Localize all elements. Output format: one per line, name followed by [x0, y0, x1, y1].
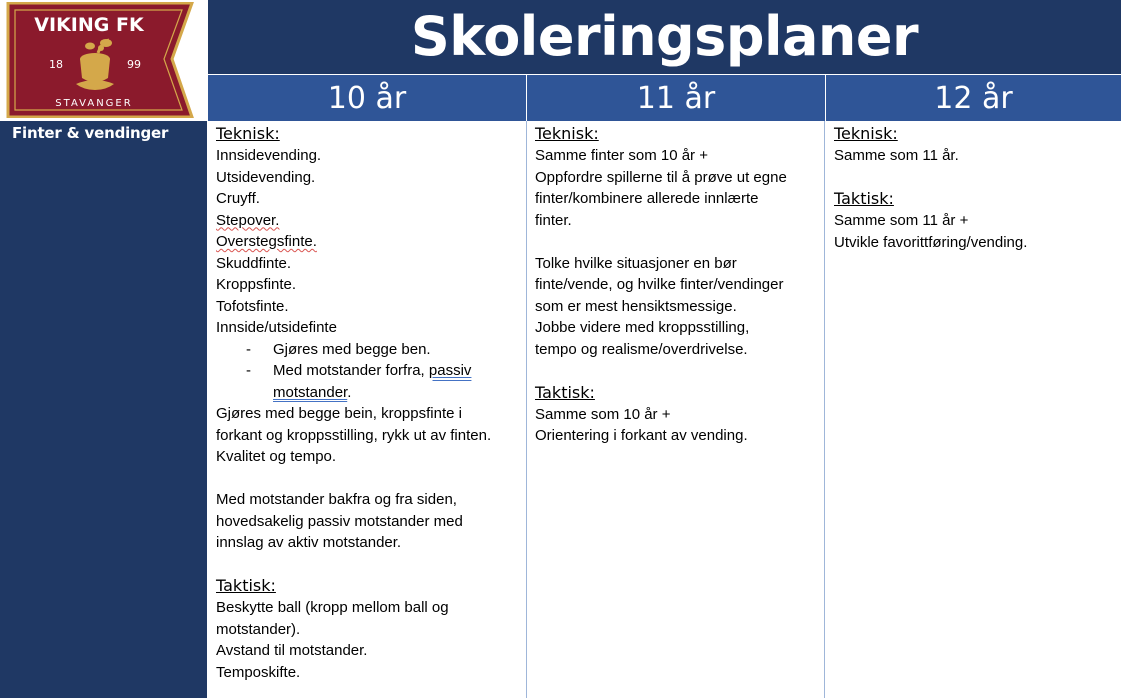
page-title: Skoleringsplaner [410, 5, 919, 68]
list-item: forkant og kroppsstilling, rykk ut av finten. [216, 426, 492, 444]
teknisk-heading: Teknisk: [216, 124, 280, 143]
list-item: Kvalitet og tempo. [216, 448, 337, 465]
grammar-marked-word: motstander [273, 383, 348, 401]
list-item: Samme som 11 år. [834, 147, 959, 164]
list-item: finter/kombinere allerede innlærte [535, 190, 759, 207]
taktisk-heading: Taktisk: [834, 189, 894, 208]
sub-list-item [216, 339, 526, 361]
list-item: finte/vende, og hvilke finter/vendinger [535, 276, 784, 293]
sub-list-item [216, 360, 526, 403]
list-item: Jobbe videre med kroppsstilling, [535, 319, 750, 336]
list-item: Tolke hvilke situasjoner en bør [535, 254, 737, 272]
logo-year-left: 18 [49, 58, 63, 71]
logo-city: STAVANGER [55, 98, 133, 109]
list-item: Gjøres med begge bein, kroppsfinte i [216, 405, 462, 422]
sub-item-text-part: Med motstander forfra, [273, 362, 429, 379]
list-item: Med motstander bakfra og fra siden, [216, 491, 457, 508]
list-item: Samme som 11 år + [834, 212, 969, 229]
column-12-ar [826, 121, 1121, 698]
list-item [216, 210, 526, 232]
list-item: Skuddfinte. [216, 254, 292, 272]
blank-line [535, 231, 824, 253]
year-header-12: 12 år [826, 75, 1121, 121]
year-header-11: 11 år [527, 75, 825, 121]
list-item: Temposkifte. [216, 663, 301, 681]
viking-fk-crest-icon [6, 2, 194, 118]
spellcheck-word: Stepover. [216, 211, 280, 229]
grammar-marked-word: passiv [428, 362, 472, 379]
list-item: tempo og realisme/overdrivelse. [535, 340, 748, 358]
sub-item-text-part: . [347, 383, 352, 401]
list-item: Oppfordre spillerne til å prøve ut egne [535, 168, 787, 186]
logo-year-right: 99 [127, 58, 141, 71]
dash-bullet: - [246, 362, 251, 379]
column-11-ar [527, 121, 824, 698]
teknisk-heading: Teknisk: [834, 124, 898, 143]
list-item: motstander). [216, 620, 301, 638]
list-item: som er mest hensiktsmessige. [535, 297, 737, 315]
list-item: Innside/utsidefinte [216, 319, 337, 336]
list-item: Innsidevending. [216, 147, 322, 164]
list-item: hovedsakelig passiv motstander med [216, 512, 463, 530]
logo-club-name: VIKING FK [34, 14, 144, 36]
list-item: finter. [535, 211, 572, 229]
list-item: Utvikle favorittføring/vending. [834, 233, 1028, 251]
sidebar-topic-label: Finter & vendinger [12, 124, 169, 142]
blank-line [535, 360, 824, 382]
list-item [216, 231, 526, 253]
list-item: innslag av aktiv motstander. [216, 534, 402, 551]
list-item: Samme som 10 år + [535, 405, 671, 423]
year-header-10: 10 år [208, 75, 526, 121]
list-item: Tofotsfinte. [216, 297, 289, 315]
blank-line [216, 554, 526, 576]
left-sidebar [0, 0, 207, 698]
teknisk-heading: Teknisk: [535, 124, 599, 143]
list-item: Utsidevending. [216, 168, 316, 186]
column-divider [824, 121, 825, 698]
viking-fk-logo [0, 0, 207, 121]
taktisk-heading: Taktisk: [216, 576, 276, 595]
list-item: Samme finter som 10 år + [535, 147, 708, 164]
sub-item-text [273, 360, 471, 403]
column-10-ar [208, 121, 526, 698]
sub-item-text: Gjøres med begge ben. [273, 340, 431, 358]
list-item: Avstand til motstander. [216, 642, 368, 659]
dash-bullet: - [246, 340, 251, 358]
year-header-row [208, 75, 1121, 121]
spellcheck-word: Overstegsfinte. [216, 233, 317, 250]
list-item: Cruyff. [216, 190, 260, 207]
list-item: Beskytte ball (kropp mellom ball og [216, 599, 449, 616]
taktisk-heading: Taktisk: [535, 382, 595, 402]
blank-line [216, 468, 526, 490]
list-item: Kroppsfinte. [216, 276, 297, 293]
title-bar [208, 0, 1121, 74]
blank-line [834, 167, 1121, 189]
list-item: Orientering i forkant av vending. [535, 427, 748, 444]
